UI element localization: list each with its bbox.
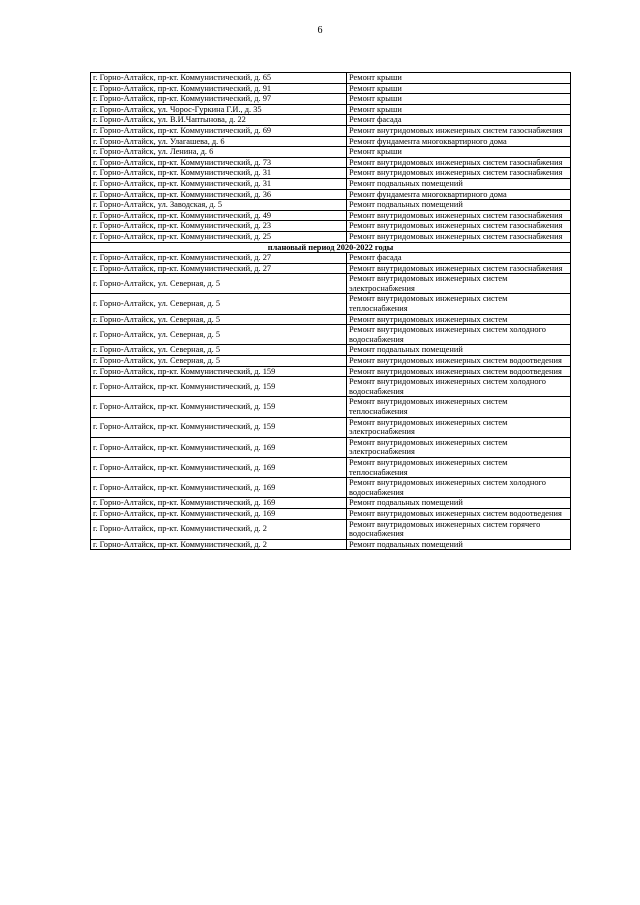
table-row [91, 366, 571, 377]
address-cell: г. Горно-Алтайск, пр-кт. Коммунистический, д. 27 [91, 253, 347, 264]
table-row [91, 519, 571, 539]
section-heading-row [91, 242, 571, 253]
table-row [91, 189, 571, 200]
table-row [91, 200, 571, 211]
table-row [91, 83, 571, 94]
rows-planned-period [91, 253, 571, 550]
work-type-cell: Ремонт внутридомовых инженерных систем теплоснабжения [347, 457, 571, 477]
table-row [91, 125, 571, 136]
address-cell: г. Горно-Алтайск, пр-кт. Коммунистический, д. 2 [91, 539, 347, 550]
address-cell: г. Горно-Алтайск, пр-кт. Коммунистический, д. 159 [91, 417, 347, 437]
address-cell: г. Горно-Алтайск, пр-кт. Коммунистический, д. 159 [91, 397, 347, 417]
work-type-cell: Ремонт внутридомовых инженерных систем электроснабжения [347, 417, 571, 437]
table-row [91, 94, 571, 105]
address-cell: г. Горно-Алтайск, ул. Чорос-Гуркина Г.И., д. 35 [91, 104, 347, 115]
work-type-cell: Ремонт внутридомовых инженерных систем газоснабжения [347, 210, 571, 221]
section-planned-period [91, 242, 571, 253]
table-row [91, 136, 571, 147]
work-type-cell: Ремонт фасада [347, 115, 571, 126]
address-cell: г. Горно-Алтайск, пр-кт. Коммунистический, д. 25 [91, 231, 347, 242]
table-row [91, 274, 571, 294]
page-number: 6 [317, 25, 323, 36]
table-row [91, 417, 571, 437]
table-row [91, 314, 571, 325]
work-type-cell: Ремонт подвальных помещений [347, 498, 571, 509]
table-row [91, 437, 571, 457]
address-cell: г. Горно-Алтайск, пр-кт. Коммунистический, д. 27 [91, 263, 347, 274]
work-type-cell: Ремонт внутридомовых инженерных систем газоснабжения [347, 263, 571, 274]
work-type-cell: Ремонт внутридомовых инженерных систем теплоснабжения [347, 397, 571, 417]
address-cell: г. Горно-Алтайск, пр-кт. Коммунистический, д. 65 [91, 73, 347, 84]
address-cell: г. Горно-Алтайск, пр-кт. Коммунистический, д. 159 [91, 366, 347, 377]
address-cell: г. Горно-Алтайск, ул. Северная, д. 5 [91, 325, 347, 345]
work-type-cell: Ремонт подвальных помещений [347, 539, 571, 550]
address-cell: г. Горно-Алтайск, пр-кт. Коммунистический, д. 31 [91, 168, 347, 179]
address-cell: г. Горно-Алтайск, ул. Ленина, д. 6 [91, 147, 347, 158]
work-type-cell: Ремонт внутридомовых инженерных систем холодного водоснабжения [347, 377, 571, 397]
table-row [91, 478, 571, 498]
table-row [91, 325, 571, 345]
work-type-cell: Ремонт внутридомовых инженерных систем теплоснабжения [347, 294, 571, 314]
address-cell: г. Горно-Алтайск, пр-кт. Коммунистический, д. 23 [91, 221, 347, 232]
work-type-cell: Ремонт внутридомовых инженерных систем холодного водоснабжения [347, 325, 571, 345]
table-row [91, 157, 571, 168]
address-cell: г. Горно-Алтайск, ул. Северная, д. 5 [91, 345, 347, 356]
address-cell: г. Горно-Алтайск, пр-кт. Коммунистический, д. 169 [91, 478, 347, 498]
address-cell: г. Горно-Алтайск, пр-кт. Коммунистический, д. 169 [91, 437, 347, 457]
address-cell: г. Горно-Алтайск, ул. В.И.Чаптынова, д. 22 [91, 115, 347, 126]
table-row [91, 498, 571, 509]
work-type-cell: Ремонт внутридомовых инженерных систем газоснабжения [347, 125, 571, 136]
address-cell: г. Горно-Алтайск, ул. Северная, д. 5 [91, 356, 347, 367]
address-cell: г. Горно-Алтайск, пр-кт. Коммунистический, д. 2 [91, 519, 347, 539]
work-type-cell: Ремонт внутридомовых инженерных систем водоотведения [347, 366, 571, 377]
address-cell: г. Горно-Алтайск, пр-кт. Коммунистический, д. 73 [91, 157, 347, 168]
table-row [91, 178, 571, 189]
work-type-cell: Ремонт крыши [347, 104, 571, 115]
work-type-cell: Ремонт внутридомовых инженерных систем горячего водоснабжения [347, 519, 571, 539]
address-cell: г. Горно-Алтайск, пр-кт. Коммунистический, д. 69 [91, 125, 347, 136]
table-row [91, 377, 571, 397]
table-row [91, 356, 571, 367]
table-row [91, 539, 571, 550]
work-type-cell: Ремонт крыши [347, 73, 571, 84]
address-cell: г. Горно-Алтайск, пр-кт. Коммунистический, д. 169 [91, 457, 347, 477]
work-type-cell: Ремонт внутридомовых инженерных систем электроснабжения [347, 437, 571, 457]
address-cell: г. Горно-Алтайск, пр-кт. Коммунистический, д. 49 [91, 210, 347, 221]
table-row [91, 147, 571, 158]
table-row [91, 115, 571, 126]
address-cell: г. Горно-Алтайск, ул. Северная, д. 5 [91, 274, 347, 294]
section-heading: плановый период 2020-2022 годы [91, 242, 571, 253]
table-row [91, 168, 571, 179]
work-type-cell: Ремонт крыши [347, 94, 571, 105]
address-cell: г. Горно-Алтайск, ул. Северная, д. 5 [91, 314, 347, 325]
work-type-cell: Ремонт внутридомовых инженерных систем газоснабжения [347, 221, 571, 232]
repair-schedule-table [90, 72, 571, 550]
address-cell: г. Горно-Алтайск, пр-кт. Коммунистический, д. 91 [91, 83, 347, 94]
address-cell: г. Горно-Алтайск, ул. Заводская, д. 5 [91, 200, 347, 211]
work-type-cell: Ремонт внутридомовых инженерных систем газоснабжения [347, 231, 571, 242]
work-type-cell: Ремонт внутридомовых инженерных систем водоотведения [347, 508, 571, 519]
work-type-cell: Ремонт подвальных помещений [347, 200, 571, 211]
table-row [91, 210, 571, 221]
work-type-cell: Ремонт фундамента многоквартирного дома [347, 136, 571, 147]
address-cell: г. Горно-Алтайск, ул. Северная, д. 5 [91, 294, 347, 314]
work-type-cell: Ремонт крыши [347, 83, 571, 94]
work-type-cell: Ремонт фасада [347, 253, 571, 264]
address-cell: г. Горно-Алтайск, пр-кт. Коммунистический, д. 169 [91, 508, 347, 519]
address-cell: г. Горно-Алтайск, ул. Улагашева, д. 6 [91, 136, 347, 147]
work-type-cell: Ремонт внутридомовых инженерных систем газоснабжения [347, 157, 571, 168]
table-row [91, 253, 571, 264]
work-type-cell: Ремонт фундамента многоквартирного дома [347, 189, 571, 200]
table-row [91, 73, 571, 84]
work-type-cell: Ремонт внутридомовых инженерных систем холодного водоснабжения [347, 478, 571, 498]
table-row [91, 263, 571, 274]
address-cell: г. Горно-Алтайск, пр-кт. Коммунистический, д. 36 [91, 189, 347, 200]
table-row [91, 345, 571, 356]
work-type-cell: Ремонт крыши [347, 147, 571, 158]
work-type-cell: Ремонт внутридомовых инженерных систем газоснабжения [347, 168, 571, 179]
table-row [91, 221, 571, 232]
address-cell: г. Горно-Алтайск, пр-кт. Коммунистический, д. 169 [91, 498, 347, 509]
rows-current-period [91, 73, 571, 243]
address-cell: г. Горно-Алтайск, пр-кт. Коммунистический, д. 97 [91, 94, 347, 105]
table-row [91, 457, 571, 477]
table-row [91, 294, 571, 314]
work-type-cell: Ремонт внутридомовых инженерных систем водоотведения [347, 356, 571, 367]
work-type-cell: Ремонт внутридомовых инженерных систем электроснабжения [347, 274, 571, 294]
table-row [91, 231, 571, 242]
address-cell: г. Горно-Алтайск, пр-кт. Коммунистический, д. 31 [91, 178, 347, 189]
work-type-cell: Ремонт подвальных помещений [347, 178, 571, 189]
table-row [91, 104, 571, 115]
address-cell: г. Горно-Алтайск, пр-кт. Коммунистический, д. 159 [91, 377, 347, 397]
table-row [91, 508, 571, 519]
work-type-cell: Ремонт внутридомовых инженерных систем [347, 314, 571, 325]
table-row [91, 397, 571, 417]
work-type-cell: Ремонт подвальных помещений [347, 345, 571, 356]
